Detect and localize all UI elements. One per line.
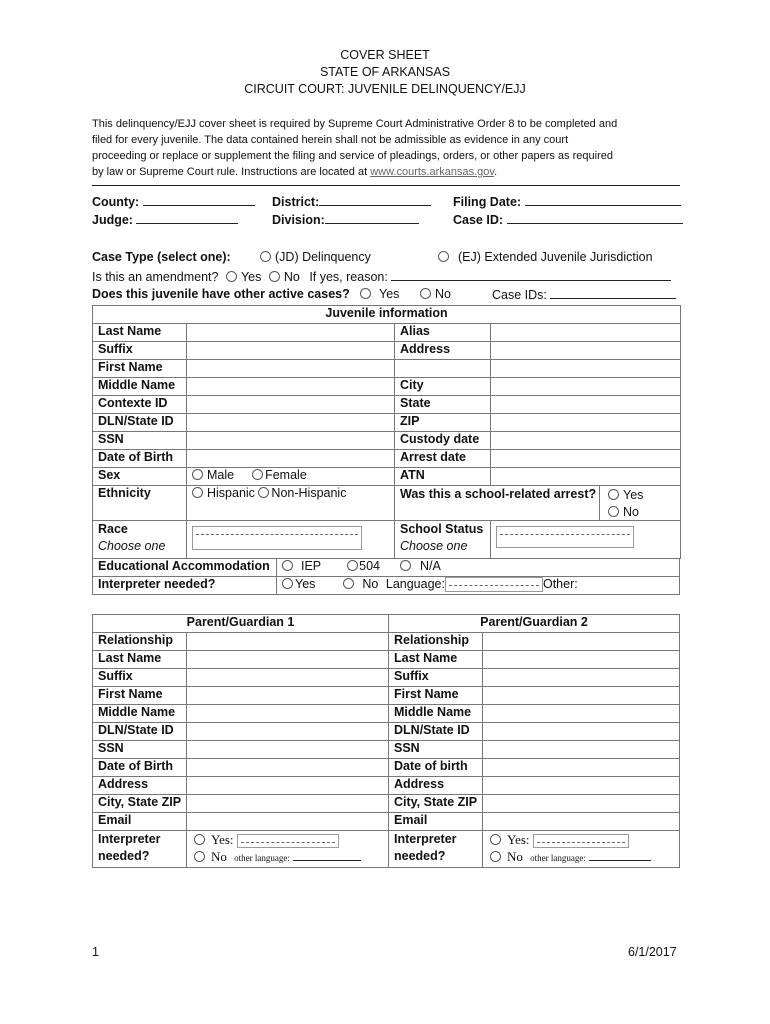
- field-label: City: [395, 378, 491, 396]
- p1-interp-yes[interactable]: [194, 831, 383, 848]
- field-value[interactable]: [483, 759, 680, 777]
- field-label: Relationship: [389, 633, 483, 651]
- field-label: Address: [389, 777, 483, 795]
- field-label: SSN: [93, 432, 187, 450]
- division-field[interactable]: [325, 212, 419, 224]
- field-value[interactable]: [483, 723, 680, 741]
- field-label: SSN: [93, 741, 187, 759]
- field-value[interactable]: [491, 378, 681, 396]
- case-ids-label: Case IDs:: [492, 288, 547, 302]
- yes-label: Yes:: [507, 832, 530, 847]
- field-label: Last Name: [93, 324, 187, 342]
- interp-yes[interactable]: [282, 577, 315, 591]
- intro-end: .: [494, 166, 498, 178]
- table-row: [93, 342, 681, 360]
- field-value[interactable]: [187, 705, 389, 723]
- radio-icon: [490, 834, 501, 845]
- radio-icon: [490, 851, 501, 862]
- juvenile-table: [92, 305, 681, 559]
- other-cases-label: Does this juvenile have other active cases?: [92, 287, 350, 301]
- field-label: Date of Birth: [93, 450, 187, 468]
- field-label: State: [395, 396, 491, 414]
- p1-other-language-field[interactable]: [293, 853, 361, 861]
- radio-icon: [226, 271, 237, 282]
- yes-label: Yes: [623, 488, 644, 502]
- sex-label: Sex: [93, 468, 187, 486]
- other-language-label: other language:: [234, 853, 290, 864]
- interp-label: Interpreter: [98, 832, 161, 846]
- radio-icon: [282, 578, 293, 589]
- parent2-title: Parent/Guardian 2: [389, 615, 680, 633]
- field-value[interactable]: [483, 777, 680, 795]
- p1-interp-no[interactable]: [194, 848, 383, 867]
- radio-icon: [194, 834, 205, 845]
- table-row: [93, 795, 680, 813]
- county-field[interactable]: [143, 194, 255, 206]
- radio-icon: [252, 469, 263, 480]
- field-label: Last Name: [389, 651, 483, 669]
- field-value[interactable]: [187, 342, 395, 360]
- field-label: Middle Name: [93, 378, 187, 396]
- table-row: [93, 324, 681, 342]
- case-type-label: Case Type (select one):: [92, 250, 231, 264]
- field-label: Suffix: [93, 342, 187, 360]
- na-radio[interactable]: [400, 559, 441, 573]
- yes-label: Yes: [379, 287, 400, 301]
- p2-other-language-field[interactable]: [589, 853, 651, 861]
- division-label: Division:: [272, 213, 325, 227]
- field-value[interactable]: [491, 432, 681, 450]
- table-row: [93, 378, 681, 396]
- radio-icon: [400, 560, 411, 571]
- school-status-select[interactable]: [496, 526, 634, 548]
- yes-label: Yes:: [211, 832, 234, 847]
- field-value[interactable]: [187, 795, 389, 813]
- parents-table: [92, 614, 680, 868]
- other-label: Other:: [542, 577, 578, 591]
- table-row: [93, 360, 681, 378]
- radio-icon: [194, 851, 205, 862]
- radio-icon: [347, 560, 358, 571]
- male-radio[interactable]: [192, 468, 234, 482]
- district-field[interactable]: [319, 194, 431, 206]
- radio-icon: [420, 288, 431, 299]
- field-value[interactable]: [187, 723, 389, 741]
- language-select[interactable]: [445, 577, 543, 592]
- field-value[interactable]: [187, 633, 389, 651]
- female-label: Female: [265, 468, 307, 482]
- field-label: Date of Birth: [93, 759, 187, 777]
- language-label: Language:: [385, 577, 445, 591]
- no-label: No: [362, 577, 379, 591]
- district-label: District:: [272, 195, 320, 209]
- other-cases-yes[interactable]: [360, 287, 399, 301]
- atn-field[interactable]: [491, 468, 681, 486]
- female-radio[interactable]: [252, 468, 307, 482]
- interp-label: needed?: [394, 849, 446, 863]
- field-value[interactable]: [187, 414, 395, 432]
- radio-icon: [608, 489, 619, 500]
- jd-radio[interactable]: [260, 250, 371, 264]
- field-label: First Name: [389, 687, 483, 705]
- iep-radio[interactable]: [282, 559, 321, 573]
- p2-language-select[interactable]: [533, 834, 629, 848]
- field-label: Suffix: [93, 669, 187, 687]
- radio-icon: [192, 487, 203, 498]
- interp-label: Interpreter needed?: [93, 577, 277, 595]
- field-value[interactable]: [187, 360, 395, 378]
- field-value[interactable]: [187, 378, 395, 396]
- field-label: First Name: [93, 360, 187, 378]
- school-arrest-no[interactable]: [608, 504, 643, 521]
- field-label: Relationship: [93, 633, 187, 651]
- yes-label: Yes: [295, 577, 316, 591]
- school-arrest-label: Was this a school-related arrest?: [400, 487, 597, 501]
- field-value[interactable]: [187, 687, 389, 705]
- table-row: [93, 723, 680, 741]
- field-value[interactable]: [187, 324, 395, 342]
- field-label: City, State ZIP: [93, 795, 187, 813]
- race-label: Race: [98, 522, 128, 536]
- table-row: [93, 759, 680, 777]
- field-value[interactable]: [187, 813, 389, 831]
- radio-icon: [282, 560, 293, 571]
- field-label: Last Name: [93, 651, 187, 669]
- no-label: No: [435, 287, 451, 301]
- non-hispanic-label: Non-Hispanic: [271, 486, 347, 500]
- interp-no[interactable]: [343, 577, 378, 591]
- field-value[interactable]: [187, 759, 389, 777]
- table-row: [93, 687, 680, 705]
- interp-label: needed?: [98, 849, 150, 863]
- interp-label: Interpreter: [394, 832, 457, 846]
- table-row: [93, 396, 681, 414]
- field-label: Email: [389, 813, 483, 831]
- intro-text: [92, 116, 617, 180]
- filing-date-field[interactable]: [525, 194, 681, 206]
- field-label: Alias: [395, 324, 491, 342]
- intro-line: This delinquency/EJJ cover sheet is required by Supreme Court Administrative Order 8 to be completed and: [92, 118, 618, 130]
- na-label: N/A: [420, 559, 441, 573]
- filing-date-label: Filing Date:: [453, 195, 522, 209]
- field-label: DLN/State ID: [93, 414, 187, 432]
- field-value[interactable]: [491, 396, 681, 414]
- field-label: Arrest date: [395, 450, 491, 468]
- field-value[interactable]: [187, 651, 389, 669]
- table-row: [93, 777, 680, 795]
- title-line-2: STATE OF ARKANSAS: [319, 65, 451, 79]
- field-value[interactable]: [483, 669, 680, 687]
- table-row: [93, 651, 680, 669]
- field-value[interactable]: [483, 795, 680, 813]
- field-value[interactable]: [483, 633, 680, 651]
- field-value[interactable]: [491, 450, 681, 468]
- p2-interp-no[interactable]: [490, 848, 674, 867]
- case-id-label: Case ID:: [453, 213, 504, 227]
- field-value[interactable]: [491, 342, 681, 360]
- race-select[interactable]: [192, 526, 362, 550]
- field-value[interactable]: [187, 669, 389, 687]
- field-label: [395, 360, 491, 378]
- field-label: Date of birth: [389, 759, 483, 777]
- race-hint: Choose one: [98, 539, 166, 553]
- school-status-hint: Choose one: [400, 539, 468, 553]
- judge-field[interactable]: [136, 212, 238, 224]
- ed-acc-label: Educational Accommodation: [93, 559, 277, 577]
- other-language-label: other language:: [530, 853, 586, 864]
- no-label: No: [507, 849, 523, 865]
- radio-icon: [608, 506, 619, 517]
- 504-radio[interactable]: [347, 559, 380, 573]
- school-arrest-yes[interactable]: [608, 487, 643, 504]
- page-number: 1: [92, 945, 99, 959]
- table-row: [93, 414, 681, 432]
- field-label: First Name: [93, 687, 187, 705]
- intro-line: by law or Supreme Court rule. Instructions are located at: [92, 166, 371, 178]
- table-row: [93, 450, 681, 468]
- yes-label: Yes: [240, 270, 262, 284]
- table-row: [93, 741, 680, 759]
- judge-label: Judge:: [92, 213, 133, 227]
- table-row: [93, 705, 680, 723]
- field-value[interactable]: [187, 396, 395, 414]
- radio-icon: [438, 251, 449, 262]
- courts-link[interactable]: www.courts.arkansas.gov: [370, 166, 495, 178]
- iep-label: IEP: [301, 559, 322, 573]
- table-row: [93, 432, 681, 450]
- reason-label: If yes, reason:: [309, 270, 388, 284]
- field-value[interactable]: [491, 414, 681, 432]
- field-label: Middle Name: [389, 705, 483, 723]
- amendment-yes[interactable]: [226, 270, 261, 284]
- field-label: Address: [93, 777, 187, 795]
- case-id-field[interactable]: [507, 212, 683, 224]
- field-label: City, State ZIP: [389, 795, 483, 813]
- 504-label: 504: [359, 559, 381, 573]
- field-value[interactable]: [187, 450, 395, 468]
- field-value[interactable]: [483, 705, 680, 723]
- field-label: Email: [93, 813, 187, 831]
- table-row: [93, 633, 680, 651]
- field-value[interactable]: [187, 777, 389, 795]
- radio-icon: [343, 578, 354, 589]
- field-label: Middle Name: [93, 705, 187, 723]
- amendment-label: Is this an amendment?: [92, 270, 219, 284]
- table-row: [93, 669, 680, 687]
- county-label: County:: [92, 195, 140, 209]
- intro-line: proceeding or replace or supplement the filing and service of pleadings, orders, or other papers as required: [92, 150, 613, 162]
- no-label: No: [283, 270, 300, 284]
- field-value[interactable]: [187, 432, 395, 450]
- field-value[interactable]: [483, 741, 680, 759]
- case-ids-field[interactable]: [550, 287, 676, 299]
- field-label: Custody date: [395, 432, 491, 450]
- title-line-1: COVER SHEET: [340, 48, 430, 62]
- radio-icon: [192, 469, 203, 480]
- juvenile-title: Juvenile information: [93, 306, 681, 324]
- parent1-title: Parent/Guardian 1: [93, 615, 389, 633]
- radio-icon: [258, 487, 269, 498]
- table-row: [93, 813, 680, 831]
- title-line-3: CIRCUIT COURT: JUVENILE DELINQUENCY/EJJ: [244, 82, 526, 96]
- reason-field[interactable]: [391, 269, 671, 281]
- field-value[interactable]: [483, 687, 680, 705]
- ej-label: (EJ) Extended Juvenile Jurisdiction: [458, 250, 653, 264]
- male-label: Male: [207, 468, 235, 482]
- non-hispanic-radio[interactable]: [258, 486, 346, 500]
- jd-label: (JD) Delinquency: [275, 250, 371, 264]
- revision-date: 6/1/2017: [628, 945, 677, 959]
- ej-radio[interactable]: [438, 250, 653, 264]
- field-label: Contexte ID: [93, 396, 187, 414]
- divider: [92, 185, 680, 186]
- amendment-no[interactable]: [269, 270, 300, 284]
- hispanic-label: Hispanic: [207, 486, 255, 500]
- field-label: DLN/State ID: [389, 723, 483, 741]
- radio-icon: [260, 251, 271, 262]
- field-label: SSN: [389, 741, 483, 759]
- radio-icon: [360, 288, 371, 299]
- intro-line: filed for every juvenile. The data contained herein shall not be admissible as evidence in any court: [92, 134, 569, 146]
- radio-icon: [269, 271, 280, 282]
- field-label: Suffix: [389, 669, 483, 687]
- field-value[interactable]: [491, 360, 681, 378]
- p1-language-select[interactable]: [237, 834, 339, 848]
- field-value[interactable]: [187, 741, 389, 759]
- school-status-label: School Status: [400, 522, 484, 536]
- hispanic-radio[interactable]: [192, 486, 255, 500]
- field-value[interactable]: [483, 813, 680, 831]
- no-label: No: [211, 849, 227, 865]
- field-value[interactable]: [491, 324, 681, 342]
- field-value[interactable]: [483, 651, 680, 669]
- field-label: ZIP: [395, 414, 491, 432]
- field-label: Address: [395, 342, 491, 360]
- field-label: DLN/State ID: [93, 723, 187, 741]
- ethnicity-label: Ethnicity: [93, 486, 187, 521]
- atn-label: ATN: [395, 468, 491, 486]
- p2-interp-yes[interactable]: [490, 831, 674, 848]
- accommodation-table: [92, 558, 680, 595]
- other-cases-no[interactable]: [420, 287, 451, 301]
- no-label: No: [623, 505, 639, 519]
